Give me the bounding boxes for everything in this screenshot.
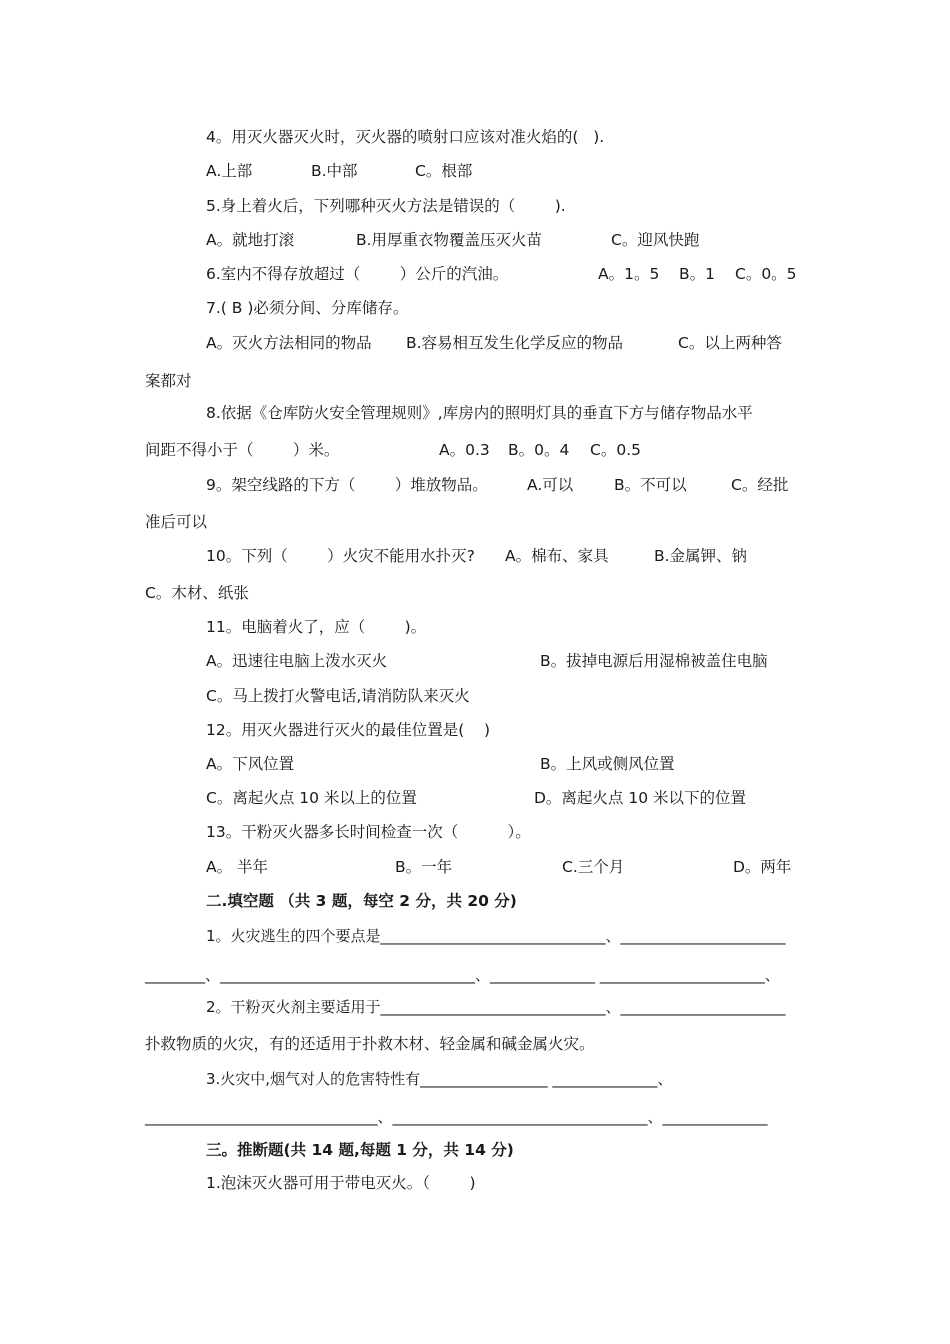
fill1-line1: 1。火灾逃生的四个要点是______________________________、______________________ — [206, 927, 786, 945]
q11-option-a: A。迅速往电脑上泼水灭火 — [206, 652, 388, 670]
q13-option-c: C.三个月 — [562, 858, 625, 876]
section2-heading: 二.填空题 （共 3 题，每空 2 分，共 20 分) — [206, 892, 517, 910]
q13-option-d: D。两年 — [733, 858, 792, 876]
q9-option-a: A.可以 — [527, 476, 574, 494]
q11-option-c: C。马上拨打火警电话,请消防队来灭火 — [206, 687, 470, 705]
q8-option-a: A。0.3 — [439, 441, 490, 459]
q13-option-b: B。一年 — [395, 858, 453, 876]
q12-text: 12。用灭火器进行灭火的最佳位置是( ) — [206, 721, 491, 739]
q7-option-a: A。灭火方法相同的物品 — [206, 334, 372, 352]
q7-option-c: C。以上两种答 — [678, 334, 782, 352]
q8-text: 8.依据《仓库防火安全管理规则》,库房内的照明灯具的垂直下方与储存物品水平 — [206, 404, 753, 422]
q9-option-c: C。经批 — [731, 476, 789, 494]
q5-option-c: C。迎风快跑 — [611, 231, 700, 249]
q7-text: 7.( B )必须分间、分库储存。 — [206, 299, 409, 317]
q4-option-b: B.中部 — [311, 162, 358, 180]
q13-option-a: A。 半年 — [206, 858, 269, 876]
q12-option-d: D。离起火点 10 米以下的位置 — [534, 789, 747, 807]
q4-option-c: C。根部 — [415, 162, 473, 180]
q6-option-b: B。1 — [679, 265, 715, 283]
q10-option-a: A。棉布、家具 — [505, 547, 609, 565]
q7-option-b: B.容易相互发生化学反应的物品 — [406, 334, 624, 352]
fill2-line2: 扑救物质的火灾，有的还适用于扑救木材、轻金属和碱金属火灾。 — [145, 1035, 595, 1053]
q10-text: 10。下列（ ）火灾不能用水扑灭? — [206, 547, 475, 565]
fill1-line2: ________、__________________________________、______________ ______________________、 — [145, 966, 780, 984]
q9-text: 9。架空线路的下方（ ）堆放物品。 — [206, 476, 488, 494]
q11-option-b: B。拔掉电源后用湿棉被盖住电脑 — [540, 652, 768, 670]
fill2-line1: 2。干粉灭火剂主要适用于______________________________、______________________ — [206, 998, 786, 1016]
q12-option-b: B。上风或侧风位置 — [540, 755, 675, 773]
q12-option-a: A。下风位置 — [206, 755, 295, 773]
fill3-line2: _______________________________、__________________________________、______________ — [145, 1108, 768, 1126]
q4-text: 4。用灭火器灭火时，灭火器的喷射口应该对准火焰的( ). — [206, 128, 605, 146]
q13-text: 13。干粉灭火器多长时间检查一次（ ）。 — [206, 823, 531, 841]
fill3-line1: 3.火灾中,烟气对人的危害特性有_________________ ______________、 — [206, 1070, 673, 1088]
section3-heading: 三。推断题(共 14 题,每题 1 分，共 14 分) — [206, 1141, 514, 1159]
q4-option-a: A.上部 — [206, 162, 253, 180]
q5-option-a: A。就地打滚 — [206, 231, 295, 249]
q8-continuation: 间距不得小于（ ）米。 — [145, 441, 340, 459]
q7-continuation: 案都对 — [145, 372, 192, 390]
q9-option-b: B。不可以 — [614, 476, 687, 494]
q6-text: 6.室内不得存放超过（ ）公斤的汽油。 — [206, 265, 509, 283]
q9-continuation: 准后可以 — [145, 513, 208, 531]
judge1-text: 1.泡沫灭火器可用于带电灭火。（ ) — [206, 1174, 476, 1192]
q8-option-c: C。0.5 — [590, 441, 641, 459]
q11-text: 11。电脑着火了，应（ )。 — [206, 618, 427, 636]
q8-option-b: B。0。4 — [508, 441, 570, 459]
q12-option-c: C。离起火点 10 米以上的位置 — [206, 789, 417, 807]
q5-text: 5.身上着火后，下列哪种灭火方法是错误的（ ). — [206, 197, 566, 215]
q5-option-b: B.用厚重衣物覆盖压灭火苗 — [356, 231, 543, 249]
q6-option-a: A。1。5 — [598, 265, 660, 283]
q6-option-c: C。0。5 — [735, 265, 797, 283]
q10-option-c: C。木材、纸张 — [145, 584, 249, 602]
q10-option-b: B.金属钾、钠 — [654, 547, 748, 565]
